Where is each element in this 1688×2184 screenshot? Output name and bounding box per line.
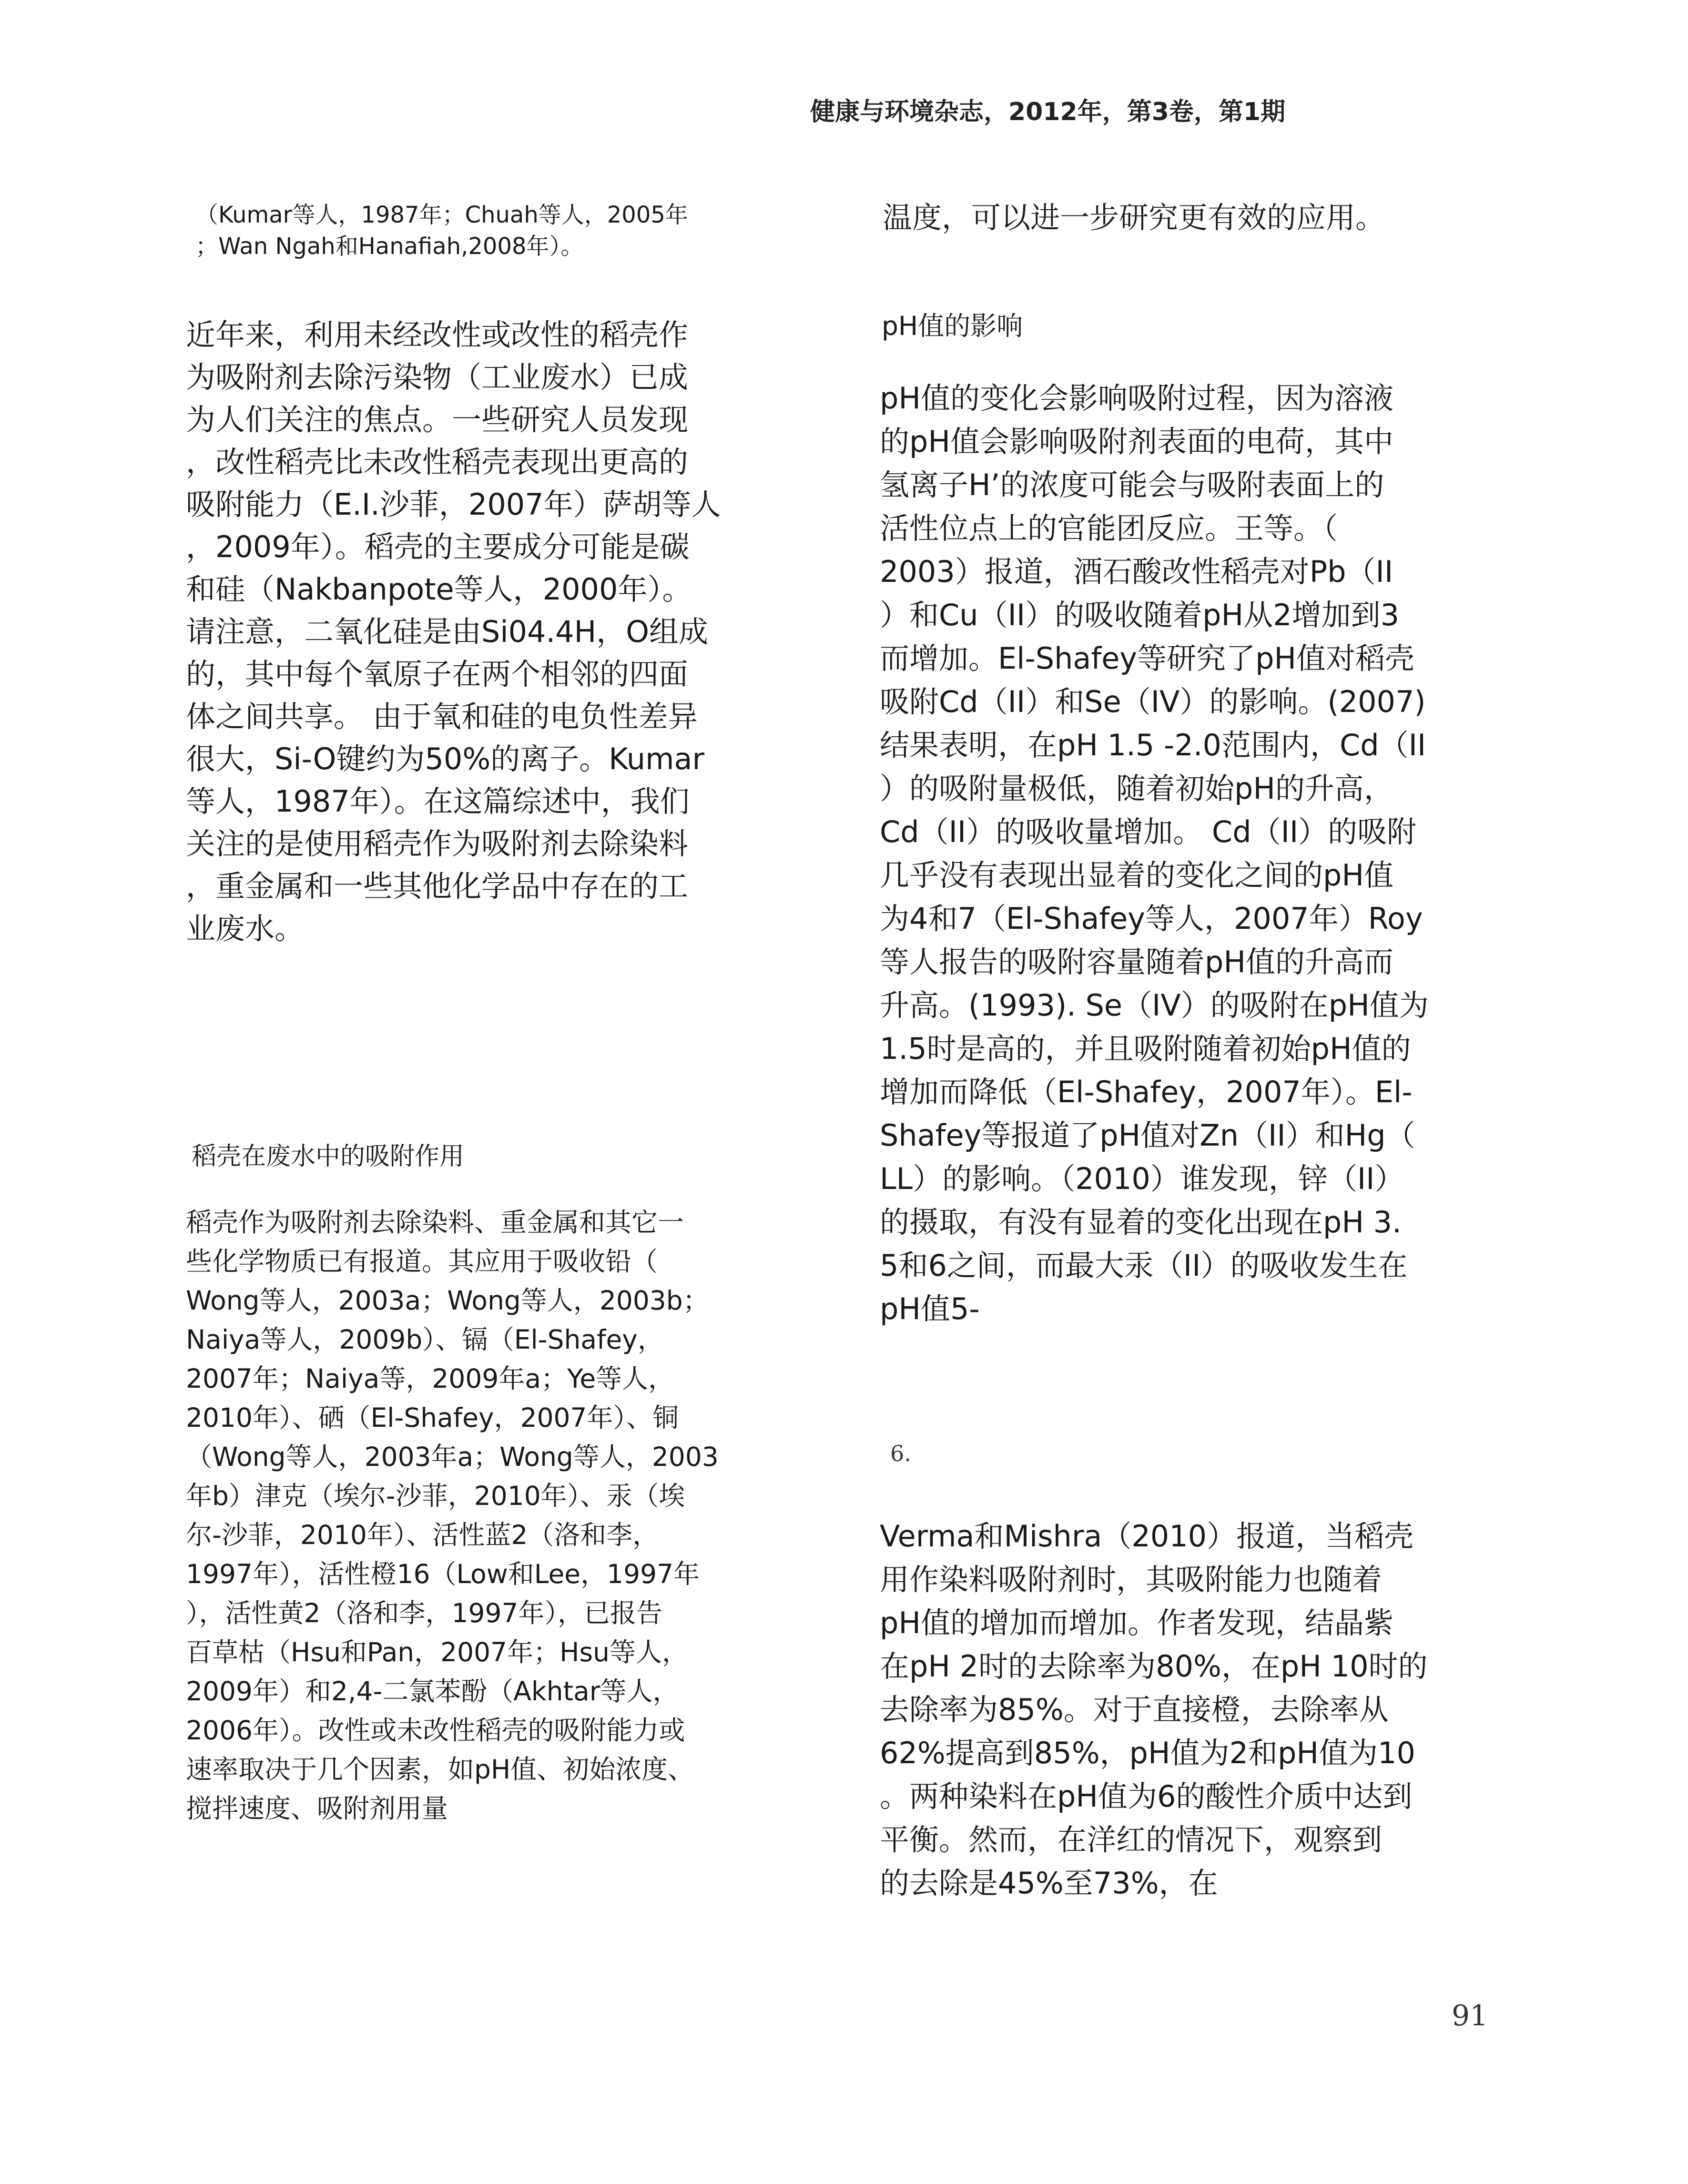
text-line: 尔-沙菲，2010年）、活性蓝2（洛和李，: [186, 1520, 659, 1550]
right-column-continuation: 温度，可以进一步研究更有效的应用。: [883, 200, 1385, 235]
text-line: 氢离子H’的浓度可能会与吸附表面上的: [880, 467, 1384, 502]
text-line: 稻壳作为吸附剂去除染料、重金属和其它一: [186, 1207, 684, 1238]
text-line: 1.5时是高的，并且吸附随着初始pH值的: [880, 1031, 1411, 1066]
text-line: 体之间共享。 由于氧和硅的电负性差异: [186, 699, 698, 734]
text-line: 搅拌速度、吸附剂用量: [186, 1793, 448, 1824]
text-line: 的去除是45%至73%，在: [880, 1866, 1218, 1900]
text-line: ，重金属和一些其他化学品中存在的工: [186, 869, 689, 904]
text-line: 结果表明，在pH 1.5 -2.0范围内，Cd（II: [880, 728, 1426, 762]
text-line: 吸附Cd（II）和Se（IV）的影响。(2007): [880, 684, 1426, 719]
section-heading-adsorption: 稻壳在废水中的吸附作用: [192, 1142, 465, 1171]
text-line: 增加而降低（El-Shafey，2007年）。El-: [880, 1075, 1413, 1109]
text-line: 几乎没有表现出显着的变化之间的pH值: [880, 858, 1393, 893]
text-line: 的，其中每个氧原子在两个相邻的四面: [186, 657, 689, 691]
right-paragraph-ph-effect: [880, 376, 1499, 1331]
text-line: 等人，1987年）。在这篇综述中，我们: [186, 784, 690, 819]
text-line: ，改性稻壳比未改性稻壳表现出更高的: [186, 445, 689, 479]
text-line: 5和6之间，而最大汞（II）的吸收发生在: [880, 1248, 1408, 1283]
text-line: 为人们关注的焦点。一些研究人员发现: [186, 402, 689, 437]
text-line: 等人报告的吸附容量随着pH值的升高而: [880, 945, 1393, 979]
text-line: 1997年），活性橙16（Low和Lee，1997年: [186, 1559, 700, 1589]
text-line: 升高。(1993). Se（IV）的吸附在pH值为: [880, 988, 1429, 1023]
running-header: 健康与环境杂志，2012年，第3卷，第1期: [810, 98, 1286, 126]
text-line: 2003）报道，酒石酸改性稻壳对Pb（II: [880, 554, 1393, 589]
text-line: 近年来，利用未经改性或改性的稻壳作: [186, 317, 689, 352]
text-line: pH值5-: [880, 1291, 980, 1326]
text-line: LL）的影响。（2010）谁发现，锌（II）: [880, 1161, 1404, 1196]
right-paragraph-dyes: [880, 1514, 1499, 1905]
text-line: Naiya等人，2009b）、镉（El-Shafey，: [186, 1324, 664, 1355]
text-line: 业废水。: [186, 911, 305, 946]
text-line: ）和Cu（II）的吸收随着pH从2增加到3: [880, 598, 1400, 632]
text-line: Shafey等报道了pH值对Zn（II）和Hg（: [880, 1118, 1415, 1153]
text-line: 请注意，二氧化硅是由Si04.4H，O组成: [186, 614, 709, 649]
text-line: 速率取决于几个因素，如pH值、初始浓度、: [186, 1754, 694, 1785]
text-line: 2006年）。改性或未改性稻壳的吸附能力或: [186, 1715, 685, 1746]
page-number: 91: [1452, 1999, 1488, 2032]
text-line: 活性位点上的官能团反应。王等。（: [880, 511, 1338, 546]
text-line: Verma和Mishra（2010）报道，当稻壳: [880, 1519, 1414, 1554]
text-line: 2010年）、硒（El-Shafey，2007年）、铜: [186, 1402, 679, 1433]
text-line: Cd（II）的吸收量增加。 Cd（II）的吸附: [880, 814, 1417, 849]
text-line: 为4和7（El-Shafey等人，2007年）Roy: [880, 901, 1423, 936]
text-line: 很大，Si-O键约为50%的离子。Kumar: [186, 742, 705, 776]
text-line: 吸附能力（E.I.沙菲，2007年）萨胡等人: [186, 487, 721, 522]
text-fragment: 6.: [890, 1441, 911, 1466]
text-line: 2007年；Naiya等，2009年a；Ye等人，: [186, 1363, 675, 1394]
text-line: 用作染料吸附剂时，其吸附能力也随着: [880, 1562, 1383, 1597]
left-column-continuation: [195, 199, 796, 262]
text-line: 平衡。然而，在洋红的情况下，观察到: [880, 1822, 1383, 1857]
left-paragraph-applications: [186, 1203, 810, 1828]
text-line: （Wong等人，2003年a；Wong等人，2003: [186, 1442, 719, 1472]
text-line: 而增加。El-Shafey等研究了pH值对稻壳: [880, 641, 1415, 676]
text-line: 关注的是使用稻壳作为吸附剂去除染料: [186, 826, 689, 861]
left-paragraph-intro: [186, 314, 810, 950]
text-line: ）的吸附量极低，随着初始pH的升高，: [880, 771, 1393, 806]
text-line: （Kumar等人，1987年；Chuah等人，2005年: [195, 202, 688, 228]
text-line: 。两种染料在pH值为6的酸性介质中达到: [880, 1779, 1413, 1814]
text-line: 为吸附剂去除污染物（工业废水）已成: [186, 360, 689, 395]
text-line: ），活性黄2（洛和李，1997年），已报告: [186, 1598, 662, 1628]
text-line: 和硅（Nakbanpote等人，2000年）。: [186, 572, 692, 607]
text-line: 2009年）和2,4-二氯苯酚（Akhtar等人，: [186, 1676, 679, 1707]
text-line: 年b）津克（埃尔-沙菲，2010年）、汞（埃: [186, 1481, 685, 1511]
text-line: pH值的变化会影响吸附过程，因为溶液: [880, 381, 1393, 416]
section-heading-ph: pH值的影响: [882, 311, 1023, 341]
text-line: Wong等人，2003a；Wong等人，2003b；: [186, 1285, 709, 1316]
text-line: 的pH值会影响吸附剂表面的电荷，其中: [880, 424, 1393, 459]
text-line: 62%提高到85%，pH值为2和pH值为10: [880, 1736, 1415, 1770]
text-line: 去除率为85%。对于直接橙，去除率从: [880, 1692, 1389, 1727]
text-line: pH值的增加而增加。作者发现，结晶紫: [880, 1605, 1393, 1640]
text-line: 些化学物质已有报道。其应用于吸收铅（: [186, 1246, 658, 1277]
text-line: 百草枯（Hsu和Pan，2007年；Hsu等人，: [186, 1637, 688, 1667]
text-line: ，2009年）。稻壳的主要成分可能是碳: [186, 529, 690, 564]
text-line: ；Wan Ngah和Hanafiah,2008年）。: [195, 233, 584, 260]
text-line: 在pH 2时的去除率为80%，在pH 10时的: [880, 1649, 1428, 1684]
text-line: 的摄取，有没有显着的变化出现在pH 3.: [880, 1205, 1402, 1239]
